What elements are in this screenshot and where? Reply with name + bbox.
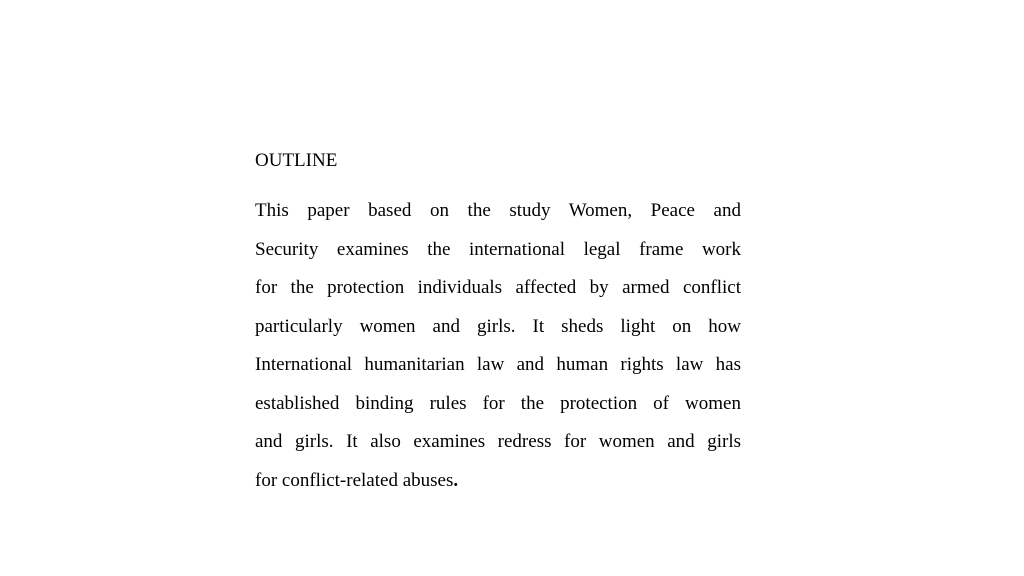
- paragraph-line-4: particularly women and girls. It sheds light on how: [255, 315, 741, 337]
- paragraph-line-8: [255, 462, 741, 501]
- paragraph-line-8-text: for conflict-related abuses: [255, 469, 454, 491]
- final-period: .: [453, 469, 459, 491]
- outline-heading: OUTLINE: [255, 150, 338, 171]
- paragraph-line-6: established binding rules for the protection of women: [255, 392, 741, 414]
- paragraph-line-1: This paper based on the study Women, Peace and: [255, 200, 741, 221]
- paragraph-line-2: Security examines the international legal frame work: [255, 238, 741, 260]
- paragraph-line-7: and girls. It also examines redress for women and girls: [255, 431, 741, 452]
- paragraph-line-3: for the protection individuals affected by armed conflict: [255, 277, 741, 298]
- outline-paragraph: [255, 192, 741, 500]
- paragraph-line-5: International humanitarian law and human rights law has: [255, 354, 741, 375]
